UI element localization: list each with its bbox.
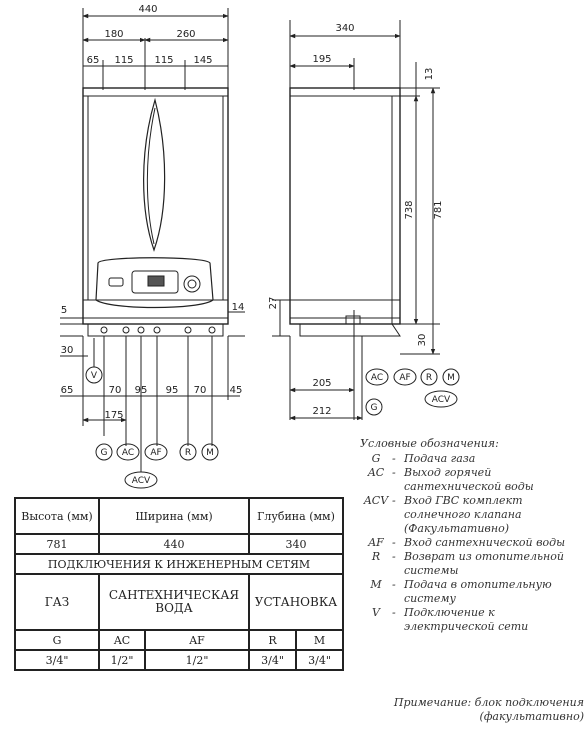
value-width: 440 — [99, 534, 249, 554]
legend-item: R - Возврат из отопительной системы — [360, 550, 586, 578]
legend-desc: Подача в отопительную систему — [404, 578, 552, 605]
size-m: 3/4" — [296, 650, 343, 670]
legend-item: V - Подключение к электрической сети — [360, 606, 586, 634]
code-g: G — [15, 630, 99, 650]
side-label-g: G — [370, 403, 378, 413]
value-height: 781 — [15, 534, 99, 554]
side-label-r: R — [425, 373, 433, 383]
dim-side-top: 5 — [60, 305, 68, 316]
legend-code: ACV — [363, 494, 389, 507]
legend-desc: Подача газа — [404, 452, 476, 465]
dim-bottom-6: 45 — [229, 385, 243, 396]
size-g: 3/4" — [15, 650, 99, 670]
connections-title: ПОДКЛЮЧЕНИЯ К ИНЖЕНЕРНЫМ СЕТЯМ — [15, 554, 343, 574]
legend-item: AC - Выход горячей сантехнической воды — [360, 466, 586, 494]
label-ac: AC — [121, 448, 135, 458]
dim-depth: 340 — [335, 23, 355, 34]
legend-desc: Подключение к электрической сети — [404, 606, 529, 633]
dim-height-738: 738 — [404, 200, 415, 220]
code-ac: AC — [99, 630, 145, 650]
side-label-m: M — [447, 373, 455, 383]
group-gas: ГАЗ — [15, 574, 99, 630]
dim-bottom-30: 30 — [417, 333, 428, 347]
legend-title: Условные обозначения: — [360, 437, 499, 450]
dim-sub-2: 115 — [114, 55, 134, 66]
dim-bottom-1: 65 — [60, 385, 74, 396]
note: Примечание: блок подключения (факультативно) — [393, 696, 584, 723]
label-af: AF — [150, 448, 162, 458]
code-r: R — [249, 630, 296, 650]
group-plumbing: САНТЕХНИЧЕСКАЯ ВОДА — [99, 574, 249, 630]
dim-right-part: 260 — [176, 29, 196, 40]
side-label-ac: AC — [370, 373, 384, 383]
dim-bottom-4: 95 — [165, 385, 179, 396]
legend-desc: Вход ГВС комплект солнечного клапана (Факультативно) — [404, 494, 523, 535]
label-acv: ACV — [131, 476, 151, 486]
code-af: AF — [145, 630, 249, 650]
dim-top-195: 195 — [312, 54, 332, 65]
dim-overall-width: 440 — [138, 4, 158, 15]
size-af: 1/2" — [145, 650, 249, 670]
label-m: M — [206, 448, 214, 458]
size-r: 3/4" — [249, 650, 296, 670]
label-r: R — [184, 448, 192, 458]
legend-code: V — [372, 606, 380, 619]
specification-table — [14, 497, 344, 671]
legend-code: G — [371, 452, 381, 465]
dim-sub-4: 145 — [193, 55, 213, 66]
header-depth: Глубина (мм) — [249, 498, 343, 534]
dim-bottom-212: 212 — [312, 406, 332, 417]
dim-sub-1: 65 — [86, 55, 100, 66]
legend-item: AF - Вход сантехнической воды — [360, 536, 586, 550]
code-m: M — [296, 630, 343, 650]
side-label-af: AF — [399, 373, 411, 383]
dim-right-14: 14 — [231, 302, 245, 313]
value-depth: 340 — [249, 534, 343, 554]
legend — [360, 437, 586, 634]
label-g: G — [100, 448, 108, 458]
legend-desc: Вход сантехнической воды — [404, 536, 566, 549]
group-installation: УСТАНОВКА — [249, 574, 343, 630]
dim-left-part: 180 — [104, 29, 124, 40]
legend-code: AC — [367, 466, 385, 479]
legend-item: M - Подача в отопительную систему — [360, 578, 586, 606]
header-height: Высота (мм) — [15, 498, 99, 534]
size-ac: 1/2" — [99, 650, 145, 670]
dim-height-781: 781 — [433, 200, 444, 220]
dim-bottom-2: 70 — [108, 385, 122, 396]
dim-left-27: 27 — [268, 296, 279, 310]
legend-code: R — [371, 550, 381, 563]
legend-code: AF — [368, 536, 384, 549]
dim-side-bottom: 30 — [60, 345, 74, 356]
dim-offset-175: 175 — [104, 410, 124, 421]
dim-bottom-3: 95 — [134, 385, 148, 396]
dim-bottom-5: 70 — [193, 385, 207, 396]
legend-item: ACV - Вход ГВС комплект солнечного клапана (Факультативно) — [360, 494, 586, 536]
side-label-acv: ACV — [431, 395, 451, 405]
dim-top-13: 13 — [424, 67, 435, 81]
label-v: V — [90, 371, 98, 381]
dim-sub-3: 115 — [154, 55, 174, 66]
header-width: Ширина (мм) — [99, 498, 249, 534]
legend-code: M — [370, 578, 382, 591]
dim-bottom-205: 205 — [312, 378, 332, 389]
legend-item: G - Подача газа — [360, 452, 586, 466]
side-dimension-texts — [268, 23, 455, 417]
legend-desc: Возврат из отопительной системы — [404, 550, 564, 577]
legend-desc: Выход горячей сантехнической воды — [404, 466, 534, 493]
